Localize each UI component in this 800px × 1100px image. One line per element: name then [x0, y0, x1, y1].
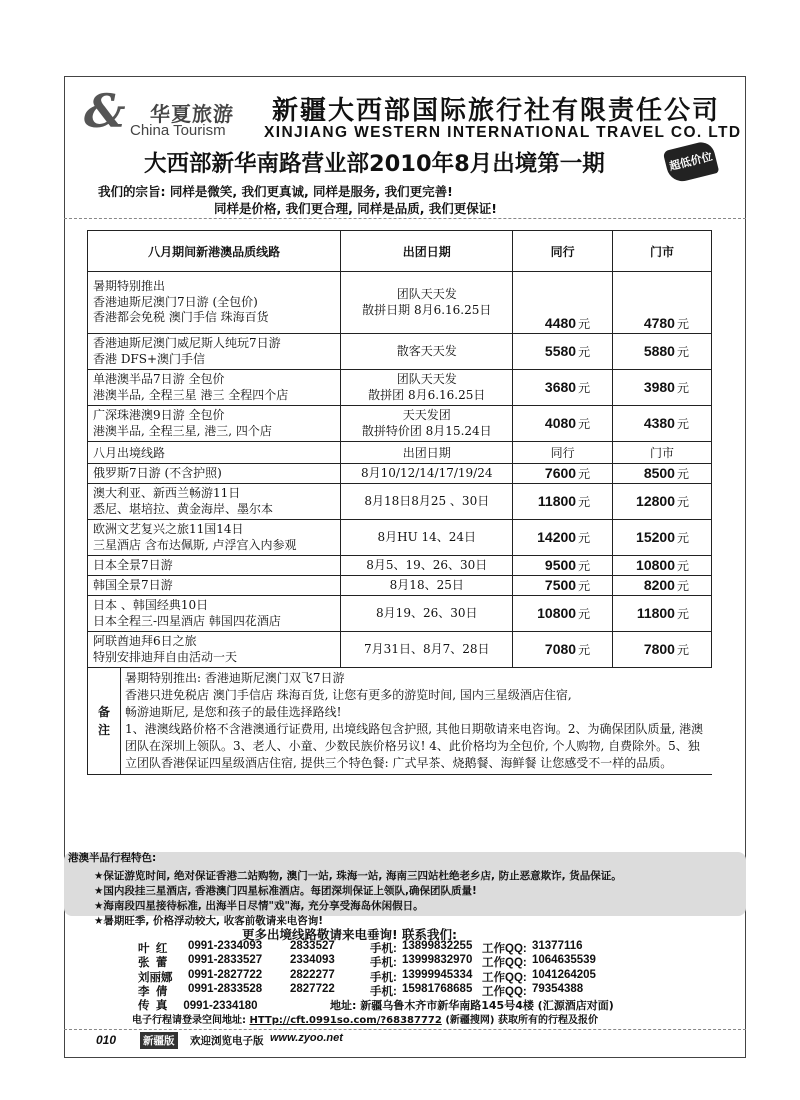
route-line: 韩国全景7日游 — [93, 577, 173, 592]
retail-price-cell — [613, 272, 712, 334]
contact-qq-label: 工作QQ: — [482, 971, 527, 984]
table-row — [88, 520, 712, 556]
contact-qq: 1064635539 — [532, 954, 596, 967]
web-line — [132, 1011, 598, 1026]
contact-mobile-label: 手机: — [370, 957, 397, 970]
retail-price-cell — [613, 556, 712, 576]
retail-price-cell — [613, 464, 712, 484]
route-line: 三星酒店 含布达佩斯, 卢浮宫入内参观 — [93, 537, 297, 552]
trade-price-cell — [513, 464, 613, 484]
price-value: 4380 — [643, 415, 675, 431]
price-value: 10800 — [537, 605, 577, 621]
notes-label: 备注 — [88, 668, 121, 774]
currency-unit: 元 — [676, 317, 689, 331]
route-line: 阿联酋迪拜6日之旅 — [93, 634, 197, 648]
route-line: 俄罗斯7日游 (不含护照) — [93, 465, 222, 480]
currency-unit: 元 — [676, 345, 689, 359]
currency-unit: 元 — [578, 559, 591, 573]
route-cell — [88, 464, 341, 484]
notes-body: 暑期特别推出: 香港迪斯尼澳门双飞7日游 香港只进免税店 澳门手信店 珠海百货, 让您有更多的游览时间, 国内三星级酒店住宿, 畅游迪斯尼, 是您和孩子的最佳选择路线! 1、港澳线路价格不含港澳通行证费用, 出境线路包含护照, 其他日期敬请来电咨询。2、为确保团队质量, 港澳团队在深圳上领队。3、老人、小童、少数民族价格另议! 4、此价格均为全包价, 个人购物, 自费除外。5、独立团队香港保证四星级酒店住宿, 提供三个特色餐: 广式早茶、烧鹅餐、海鲜餐 让您感受不一样的品质。 — [125, 671, 704, 770]
departure-date-cell — [341, 576, 513, 596]
departure-date-cell — [341, 406, 513, 442]
contact-phone-2: 2822277 — [290, 968, 335, 981]
currency-unit: 元 — [676, 607, 689, 621]
currency-unit: 元 — [676, 495, 689, 509]
retail-price-cell — [613, 406, 712, 442]
contact-mobile-label: 手机: — [370, 971, 397, 984]
trade-price-cell — [513, 632, 613, 668]
low-price-badge: 超低价位 — [663, 139, 720, 184]
table-row — [88, 334, 712, 370]
route-cell — [88, 520, 341, 556]
departure-date-cell — [341, 520, 513, 556]
currency-unit: 元 — [578, 381, 591, 395]
route-cell — [88, 576, 341, 596]
contact-phone-2: 2827722 — [290, 982, 335, 995]
route-line: 香港 DFS+澳门手信 — [93, 351, 206, 366]
contact-qq: 31377116 — [532, 940, 583, 952]
route-line: 澳大利亚、新西兰畅游11日 — [93, 486, 241, 500]
route-line: 日本 、韩国经典10日 — [93, 598, 209, 612]
trade-price-cell — [513, 520, 613, 556]
section-header-retail: 门市 — [613, 442, 712, 464]
footer-divider — [64, 1029, 746, 1030]
notes-row — [88, 668, 712, 775]
price-value: 7800 — [643, 641, 675, 657]
date-line: 团队天天发 — [396, 372, 457, 386]
table-header-row — [88, 231, 712, 272]
date-line: 8月18、25日 — [389, 577, 464, 592]
web-prefix: 电子行程请登录空间地址: — [132, 1015, 246, 1026]
contact-phone: 0991-2833527 — [188, 954, 263, 967]
price-value: 14200 — [537, 529, 577, 545]
currency-unit: 元 — [578, 495, 591, 509]
contact-phone: 0991-2334093 — [188, 940, 263, 952]
retail-price-cell — [613, 576, 712, 596]
logo-cn: 华夏旅游 — [150, 102, 234, 126]
route-line: 日本全程三-四星酒店 韩国四花酒店 — [93, 613, 281, 628]
trade-price-cell — [513, 556, 613, 576]
currency-unit: 元 — [578, 643, 591, 657]
retail-price-cell — [613, 370, 712, 406]
price-value: 7500 — [544, 577, 577, 593]
price-value: 5580 — [544, 343, 577, 359]
route-line: 欧洲文艺复兴之旅11国14日 — [93, 522, 244, 536]
route-line: 日本全景7日游 — [93, 557, 173, 572]
contact-mobile: 13999832970 — [402, 954, 473, 967]
route-cell — [88, 596, 341, 632]
departure-date-cell — [341, 370, 513, 406]
section-header-row — [88, 442, 712, 464]
currency-unit: 元 — [578, 417, 591, 431]
departure-date-cell — [341, 596, 513, 632]
currency-unit: 元 — [676, 643, 689, 657]
feature-item: ★国内段挂三星酒店, 香港澳门四星标准酒店。每团深圳保证上领队,确保团队质量! — [94, 885, 477, 897]
header-divider — [64, 218, 746, 219]
web-link[interactable]: HTTp://cft.0991so.com/?68387772 — [249, 1015, 442, 1026]
price-value: 7600 — [544, 465, 577, 481]
price-value: 10800 — [636, 557, 675, 573]
contact-mobile-label: 手机: — [370, 985, 397, 998]
contact-qq-label: 工作QQ: — [482, 943, 527, 955]
route-line: 暑期特别推出 — [93, 279, 166, 294]
trade-price-cell — [513, 272, 613, 334]
table-row — [88, 632, 712, 668]
date-line: 散拼团 8月6.16.25日 — [368, 387, 486, 402]
departure-date-cell — [341, 464, 513, 484]
motto-line-2: 同样是价格, 我们更合理, 同样是品质, 我们更保证! — [214, 201, 498, 216]
address: 地址: 新疆乌鲁木齐市新华南路145号4楼 (汇源酒店对面) — [330, 999, 614, 1012]
route-cell — [88, 556, 341, 576]
retail-price-cell — [613, 334, 712, 370]
fax-label: 传 真 — [138, 1000, 168, 1012]
section-header-route: 八月出境线路 — [88, 442, 341, 464]
price-value: 7080 — [544, 641, 577, 657]
col-header-retail-price: 门市 — [613, 231, 712, 272]
footer-website-link[interactable]: www.zyoo.net — [270, 1032, 343, 1044]
date-line: 团队天天发 — [396, 287, 457, 301]
contact-qq: 79354388 — [532, 982, 584, 995]
trade-price-cell — [513, 596, 613, 632]
currency-unit: 元 — [676, 467, 689, 481]
col-header-date: 出团日期 — [341, 231, 513, 272]
company-name-en: XINJIANG WESTERN INTERNATIONAL TRAVEL CO. LTD — [264, 124, 742, 141]
contact-phone-2: 2833527 — [290, 940, 335, 952]
departure-date-cell — [341, 484, 513, 520]
price-value: 9500 — [544, 557, 577, 573]
contact-phone-2: 2334093 — [290, 954, 335, 967]
currency-unit: 元 — [578, 531, 591, 545]
trade-price-cell — [513, 576, 613, 596]
departure-date-cell — [341, 556, 513, 576]
date-line: 天天发团 — [402, 408, 451, 422]
contact-qq: 1041264205 — [532, 968, 596, 981]
trade-price-cell — [513, 406, 613, 442]
route-cell — [88, 632, 341, 668]
logo-en: China Tourism — [130, 122, 226, 139]
trade-price-cell — [513, 484, 613, 520]
footer-tagline: 欢迎浏览电子版 — [190, 1035, 264, 1047]
retail-price-cell — [613, 596, 712, 632]
route-line: 港澳半品, 全程三星, 港三, 四个店 — [93, 423, 272, 438]
issue-title: 大西部新华南路营业部2010年8月出境第一期 — [144, 151, 605, 177]
contact-name: 李 倩 — [138, 985, 168, 998]
price-value: 8200 — [643, 577, 675, 593]
currency-unit: 元 — [676, 417, 689, 431]
route-cell — [88, 334, 341, 370]
currency-unit: 元 — [578, 317, 591, 331]
date-line: 7月31日、8月7、28日 — [364, 641, 490, 656]
date-line: 8月10/12/14/17/19/24 — [361, 465, 493, 480]
feature-item: ★保证游览时间, 绝对保证香港二站购物, 澳门一站, 珠海一站, 海南三四站杜绝老乡店, 防止恶意欺诈, 货品保证。 — [94, 870, 622, 882]
feature-item: ★暑期旺季, 价格浮动较大, 收客前敬请来电咨询! — [94, 915, 323, 927]
currency-unit: 元 — [676, 381, 689, 395]
contact-mobile: 15981768685 — [402, 982, 473, 995]
price-value: 5880 — [643, 343, 675, 359]
departure-date-cell — [341, 272, 513, 334]
table-row — [88, 406, 712, 442]
table-row — [88, 464, 712, 484]
currency-unit: 元 — [676, 559, 689, 573]
date-line: 散拼日期 8月6.16.25日 — [362, 302, 492, 317]
route-cell — [88, 370, 341, 406]
route-price-table — [87, 230, 712, 775]
currency-unit: 元 — [578, 607, 591, 621]
table-row — [88, 484, 712, 520]
date-line: 8月18日8月25 、30日 — [364, 493, 490, 508]
currency-unit: 元 — [676, 579, 689, 593]
features-box — [64, 852, 746, 927]
contact-mobile: 13999945334 — [402, 968, 473, 981]
trade-price-cell — [513, 334, 613, 370]
contact-mobile: 13899832255 — [402, 940, 473, 952]
route-line: 港澳半品, 全程三星 港三 全程四个店 — [93, 387, 289, 402]
motto-line-1: 我们的宗旨: 同样是微笑, 我们更真诚, 同样是服务, 我们更完善! — [98, 184, 453, 199]
route-line: 单港澳半品7日游 全包价 — [93, 372, 225, 386]
price-value: 11800 — [636, 605, 675, 621]
web-suffix: (新疆搜网) 获取所有的行程及报价 — [445, 1015, 598, 1026]
edition-badge: 新疆版 — [140, 1032, 178, 1049]
price-value: 3980 — [643, 379, 675, 395]
price-value: 15200 — [636, 529, 675, 545]
company-name-cn: 新疆大西部国际旅行社有限责任公司 — [272, 96, 721, 126]
retail-price-cell — [613, 520, 712, 556]
features-title: 港澳半品行程特色: — [68, 852, 157, 864]
currency-unit: 元 — [676, 531, 689, 545]
table-row — [88, 576, 712, 596]
contact-phone: 0991-2833528 — [188, 982, 263, 995]
table-row — [88, 596, 712, 632]
contact-phone: 0991-2827722 — [188, 968, 263, 981]
feature-item: ★海南段四星接待标准, 出海半日尽情"戏"海, 充分享受海岛休闲假日。 — [94, 900, 424, 912]
col-header-trade-price: 同行 — [513, 231, 613, 272]
route-line: 香港迪斯尼澳门7日游 (全包价) — [93, 294, 258, 309]
price-value: 11800 — [537, 493, 577, 509]
date-line: 8月HU 14、24日 — [377, 529, 477, 544]
contact-name: 刘丽娜 — [138, 971, 173, 984]
fax-number: 0991-2334180 — [183, 1000, 258, 1012]
page-number: 010 — [96, 1033, 117, 1047]
contact-qq-label: 工作QQ: — [482, 957, 527, 970]
retail-price-cell — [613, 484, 712, 520]
route-line: 广深珠港澳9日游 全包价 — [93, 408, 225, 422]
contact-name: 张 蕾 — [138, 957, 168, 970]
section-header-trade: 同行 — [513, 442, 613, 464]
logo-mark-icon: & — [84, 84, 126, 138]
price-value: 4480 — [544, 315, 577, 331]
route-cell — [88, 272, 341, 334]
table-row — [88, 556, 712, 576]
trade-price-cell — [513, 370, 613, 406]
route-line: 特别安排迪拜自由活动一天 — [93, 649, 238, 664]
price-value: 8500 — [643, 465, 675, 481]
date-line: 散客天天发 — [396, 343, 457, 358]
contact-name: 叶 红 — [138, 943, 168, 955]
table-row — [88, 272, 712, 334]
route-cell — [88, 484, 341, 520]
currency-unit: 元 — [578, 467, 591, 481]
contact-title: 更多出境线路敬请来电垂询! 联系我们: — [242, 927, 458, 942]
date-line: 散拼特价团 8月15.24日 — [361, 423, 492, 438]
route-cell — [88, 406, 341, 442]
currency-unit: 元 — [578, 579, 591, 593]
price-value: 12800 — [636, 493, 675, 509]
price-value: 4080 — [544, 415, 577, 431]
date-line: 8月5、19、26、30日 — [366, 557, 488, 572]
route-line: 悉尼、堪培拉、黄金海岸、墨尔本 — [93, 501, 274, 516]
currency-unit: 元 — [578, 345, 591, 359]
departure-date-cell — [341, 334, 513, 370]
contact-qq-label: 工作QQ: — [482, 985, 527, 998]
price-value: 3680 — [544, 379, 577, 395]
col-header-route: 八月期间新港澳品质线路 — [88, 231, 341, 272]
departure-date-cell — [341, 632, 513, 668]
contact-mobile-label: 手机: — [370, 943, 397, 955]
section-header-date: 出团日期 — [341, 442, 513, 464]
retail-price-cell — [613, 632, 712, 668]
route-line: 香港都会免税 澳门手信 珠海百货 — [93, 310, 269, 325]
china-tourism-logo — [78, 82, 258, 146]
route-line: 香港迪斯尼澳门威尼斯人纯玩7日游 — [93, 336, 281, 350]
date-line: 8月19、26、30日 — [376, 605, 478, 620]
table-row — [88, 370, 712, 406]
price-value: 4780 — [643, 315, 675, 331]
